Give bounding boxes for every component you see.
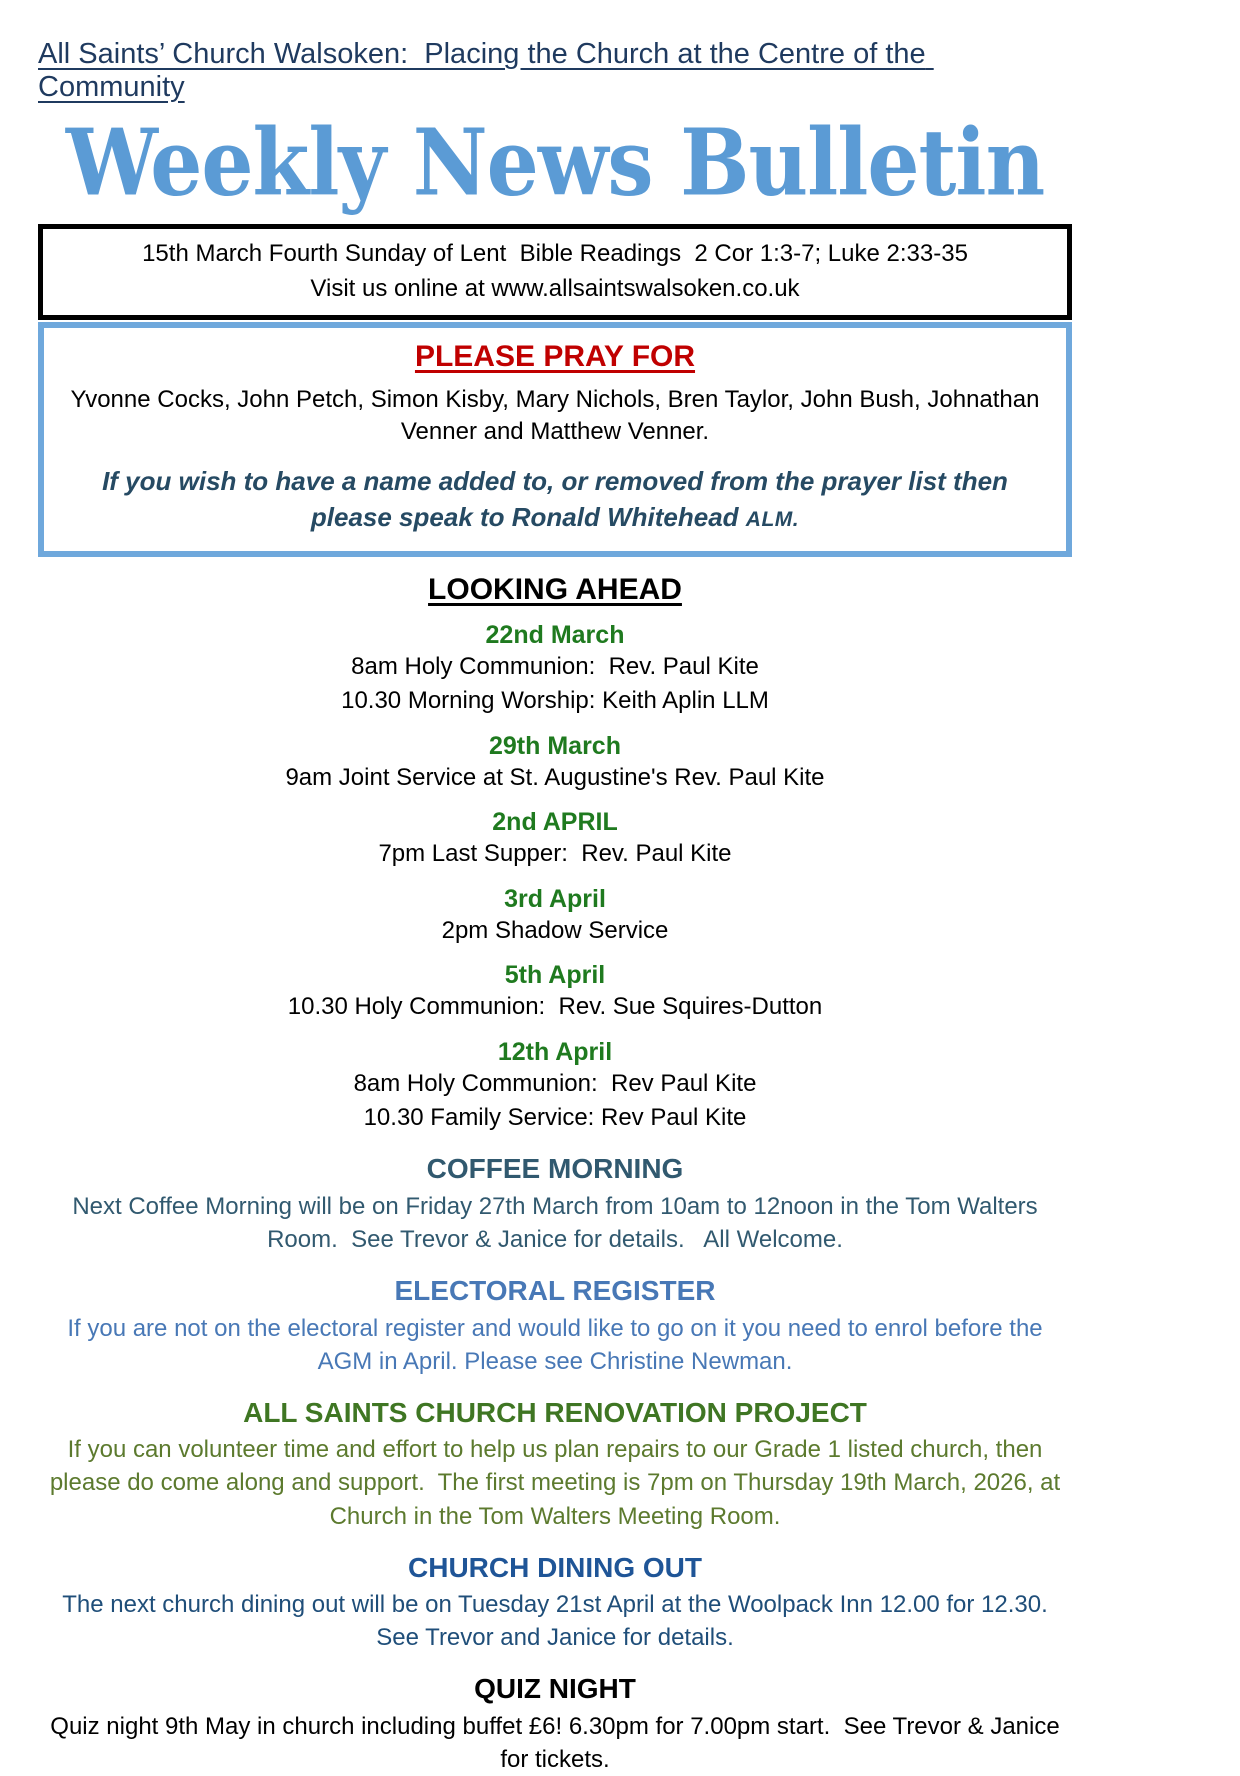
event-line: 2pm Shadow Service <box>441 916 669 944</box>
section-body: Next Coffee Morning will be on Friday 27th March from 10am to 12noon in the Tom Walters Room. See Trevor & Janice for details. All Welcome. <box>72 1192 1045 1253</box>
event-line: 9am Joint Service at St. Augustine's Rev. Paul Kite <box>285 763 825 791</box>
bulletin-title: Weekly News Bulletin <box>65 109 1045 217</box>
section-heading: QUIZ NIGHT <box>474 1673 636 1705</box>
event-date: 3rd April <box>504 884 606 913</box>
schedule-entry <box>38 960 1072 1024</box>
event-line: 7pm Last Supper: Rev. Paul Kite <box>378 840 732 868</box>
bulletin-page <box>38 0 1072 1776</box>
section-renovation-project <box>38 1396 1072 1533</box>
section-body: If you can volunteer time and effort to help us plan repairs to our Grade 1 listed church, then please do come along and support. The first meeting is 7pm on Thursday 19th March, 2026, at Church in the Tom Walters Meeting Room. <box>49 1436 1067 1530</box>
schedule-entry <box>38 620 1072 717</box>
website-line: Visit us online at www.allsaintswalsoken.co.uk <box>310 274 800 302</box>
section-heading: COFFEE MORNING <box>426 1153 684 1185</box>
section-body: Quiz night 9th May in church including buffet £6! 6.30pm for 7.00pm start. See Trevor & Janice for tickets. <box>50 1713 1067 1774</box>
schedule-entry <box>38 731 1072 795</box>
section-coffee-morning <box>38 1152 1072 1256</box>
event-line: 10.30 Holy Communion: Rev. Sue Squires-Dutton <box>287 993 823 1021</box>
event-date: 22nd March <box>485 621 625 650</box>
schedule-entry <box>38 807 1072 871</box>
section-heading: ALL SAINTS CHURCH RENOVATION PROJECT <box>243 1396 867 1428</box>
section-electoral-register <box>38 1274 1072 1378</box>
event-line: 10.30 Family Service: Rev Paul Kite <box>363 1103 747 1131</box>
church-tagline: All Saints’ Church Walsoken: Placing the Church at the Centre of the Community <box>38 38 934 103</box>
event-line: 8am Holy Communion: Rev Paul Kite <box>353 1069 757 1097</box>
section-body: The next church dining out will be on Tuesday 21st April at the Woolpack Inn 12.00 for 12.30. See Trevor and Janice for details. <box>62 1591 1055 1652</box>
schedule-entry <box>38 1037 1072 1134</box>
prayer-note <box>62 463 1048 536</box>
section-body: If you are not on the electoral register and would like to go on it you need to enrol before the AGM in April. Please see Christine Newman. <box>67 1314 1048 1375</box>
looking-ahead-schedule <box>38 620 1072 1134</box>
prayer-note-alm: ALM. <box>745 507 800 531</box>
prayer-heading: PLEASE PRAY FOR <box>414 339 696 373</box>
prayer-names: Yvonne Cocks, John Petch, Simon Kisby, Mary Nichols, Bren Taylor, John Bush, Johnathan Venner and Matthew Venner. <box>70 385 1047 446</box>
event-line: 8am Holy Communion: Rev. Paul Kite <box>351 653 759 681</box>
looking-ahead-heading: LOOKING AHEAD <box>428 573 682 607</box>
section-heading: ELECTORAL REGISTER <box>394 1274 716 1306</box>
section-quiz-night <box>38 1672 1072 1776</box>
event-date: 5th April <box>504 961 606 990</box>
service-info-box <box>38 224 1072 320</box>
prayer-note-text: If you wish to have a name added to, or removed from the prayer list then please speak to Ronald Whitehead <box>102 465 1016 532</box>
event-date: 2nd APRIL <box>492 808 618 837</box>
event-line: 10.30 Morning Worship: Keith Aplin LLM <box>341 686 769 714</box>
service-date-readings-line: 15th March Fourth Sunday of Lent Bible Readings 2 Cor 1:3-7; Luke 2:33-35 <box>142 240 968 268</box>
event-date: 12th April <box>497 1037 613 1066</box>
schedule-entry <box>38 884 1072 948</box>
section-church-dining-out <box>38 1551 1072 1655</box>
event-date: 29th March <box>489 731 621 760</box>
prayer-box <box>38 322 1072 558</box>
section-heading: CHURCH DINING OUT <box>408 1551 702 1583</box>
